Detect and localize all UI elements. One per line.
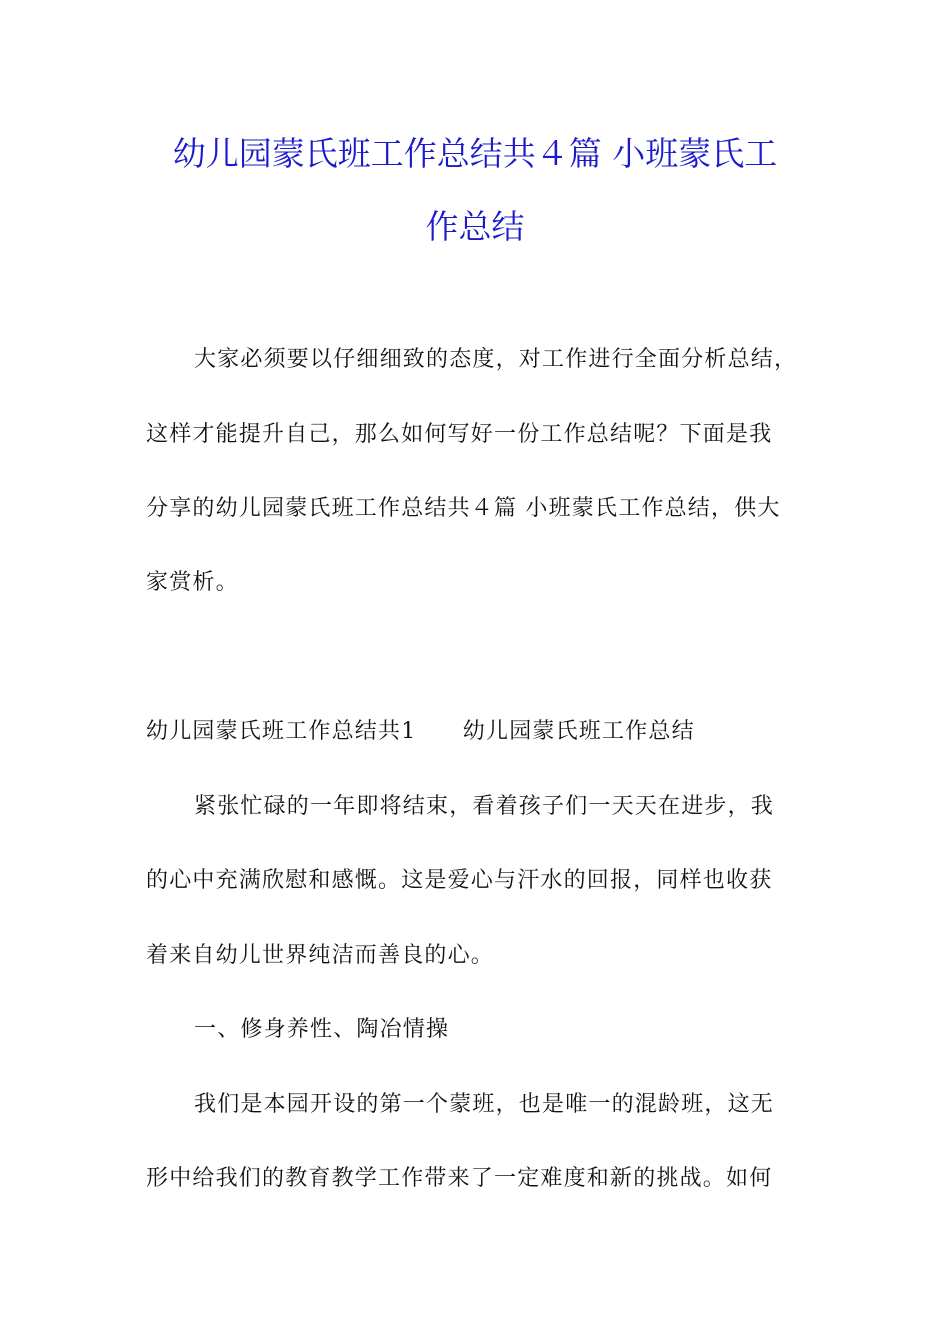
intro-line-1: 大家必须要以仔细细致的态度，对工作进行全面分析总结， [194, 347, 798, 372]
section-heading: 幼儿园蒙氏班工作总结共1 幼儿园蒙氏班工作总结 [146, 719, 695, 744]
intro-line-2: 这样才能提升自己，那么如何写好一份工作总结呢？下面是我 [146, 422, 773, 447]
subheading: 一、修身养性、陶冶情操 [194, 1017, 450, 1042]
document-title-line-1: 幼儿园蒙氏班工作总结共４篇 小班蒙氏工 [172, 134, 778, 173]
paragraph-1-line-3: 着来自幼儿世界纯洁而善良的心。 [146, 943, 495, 968]
paragraph-1-line-1: 紧张忙碌的一年即将结束，看着孩子们一天天在进步，我 [194, 794, 775, 819]
paragraph-2-line-2: 形中给我们的教育教学工作带来了一定难度和新的挑战。如何 [146, 1166, 773, 1191]
paragraph-1-line-2: 的心中充满欣慰和感慨。这是爱心与汗水的回报，同样也收获 [146, 868, 773, 893]
document-title-line-2: 作总结 [425, 207, 525, 246]
intro-line-3: 分享的幼儿园蒙氏班工作总结共４篇 小班蒙氏工作总结，供大 [146, 496, 781, 521]
paragraph-2-line-1: 我们是本园开设的第一个蒙班，也是唯一的混龄班，这无 [194, 1092, 775, 1117]
intro-line-4: 家赏析。 [146, 570, 239, 595]
